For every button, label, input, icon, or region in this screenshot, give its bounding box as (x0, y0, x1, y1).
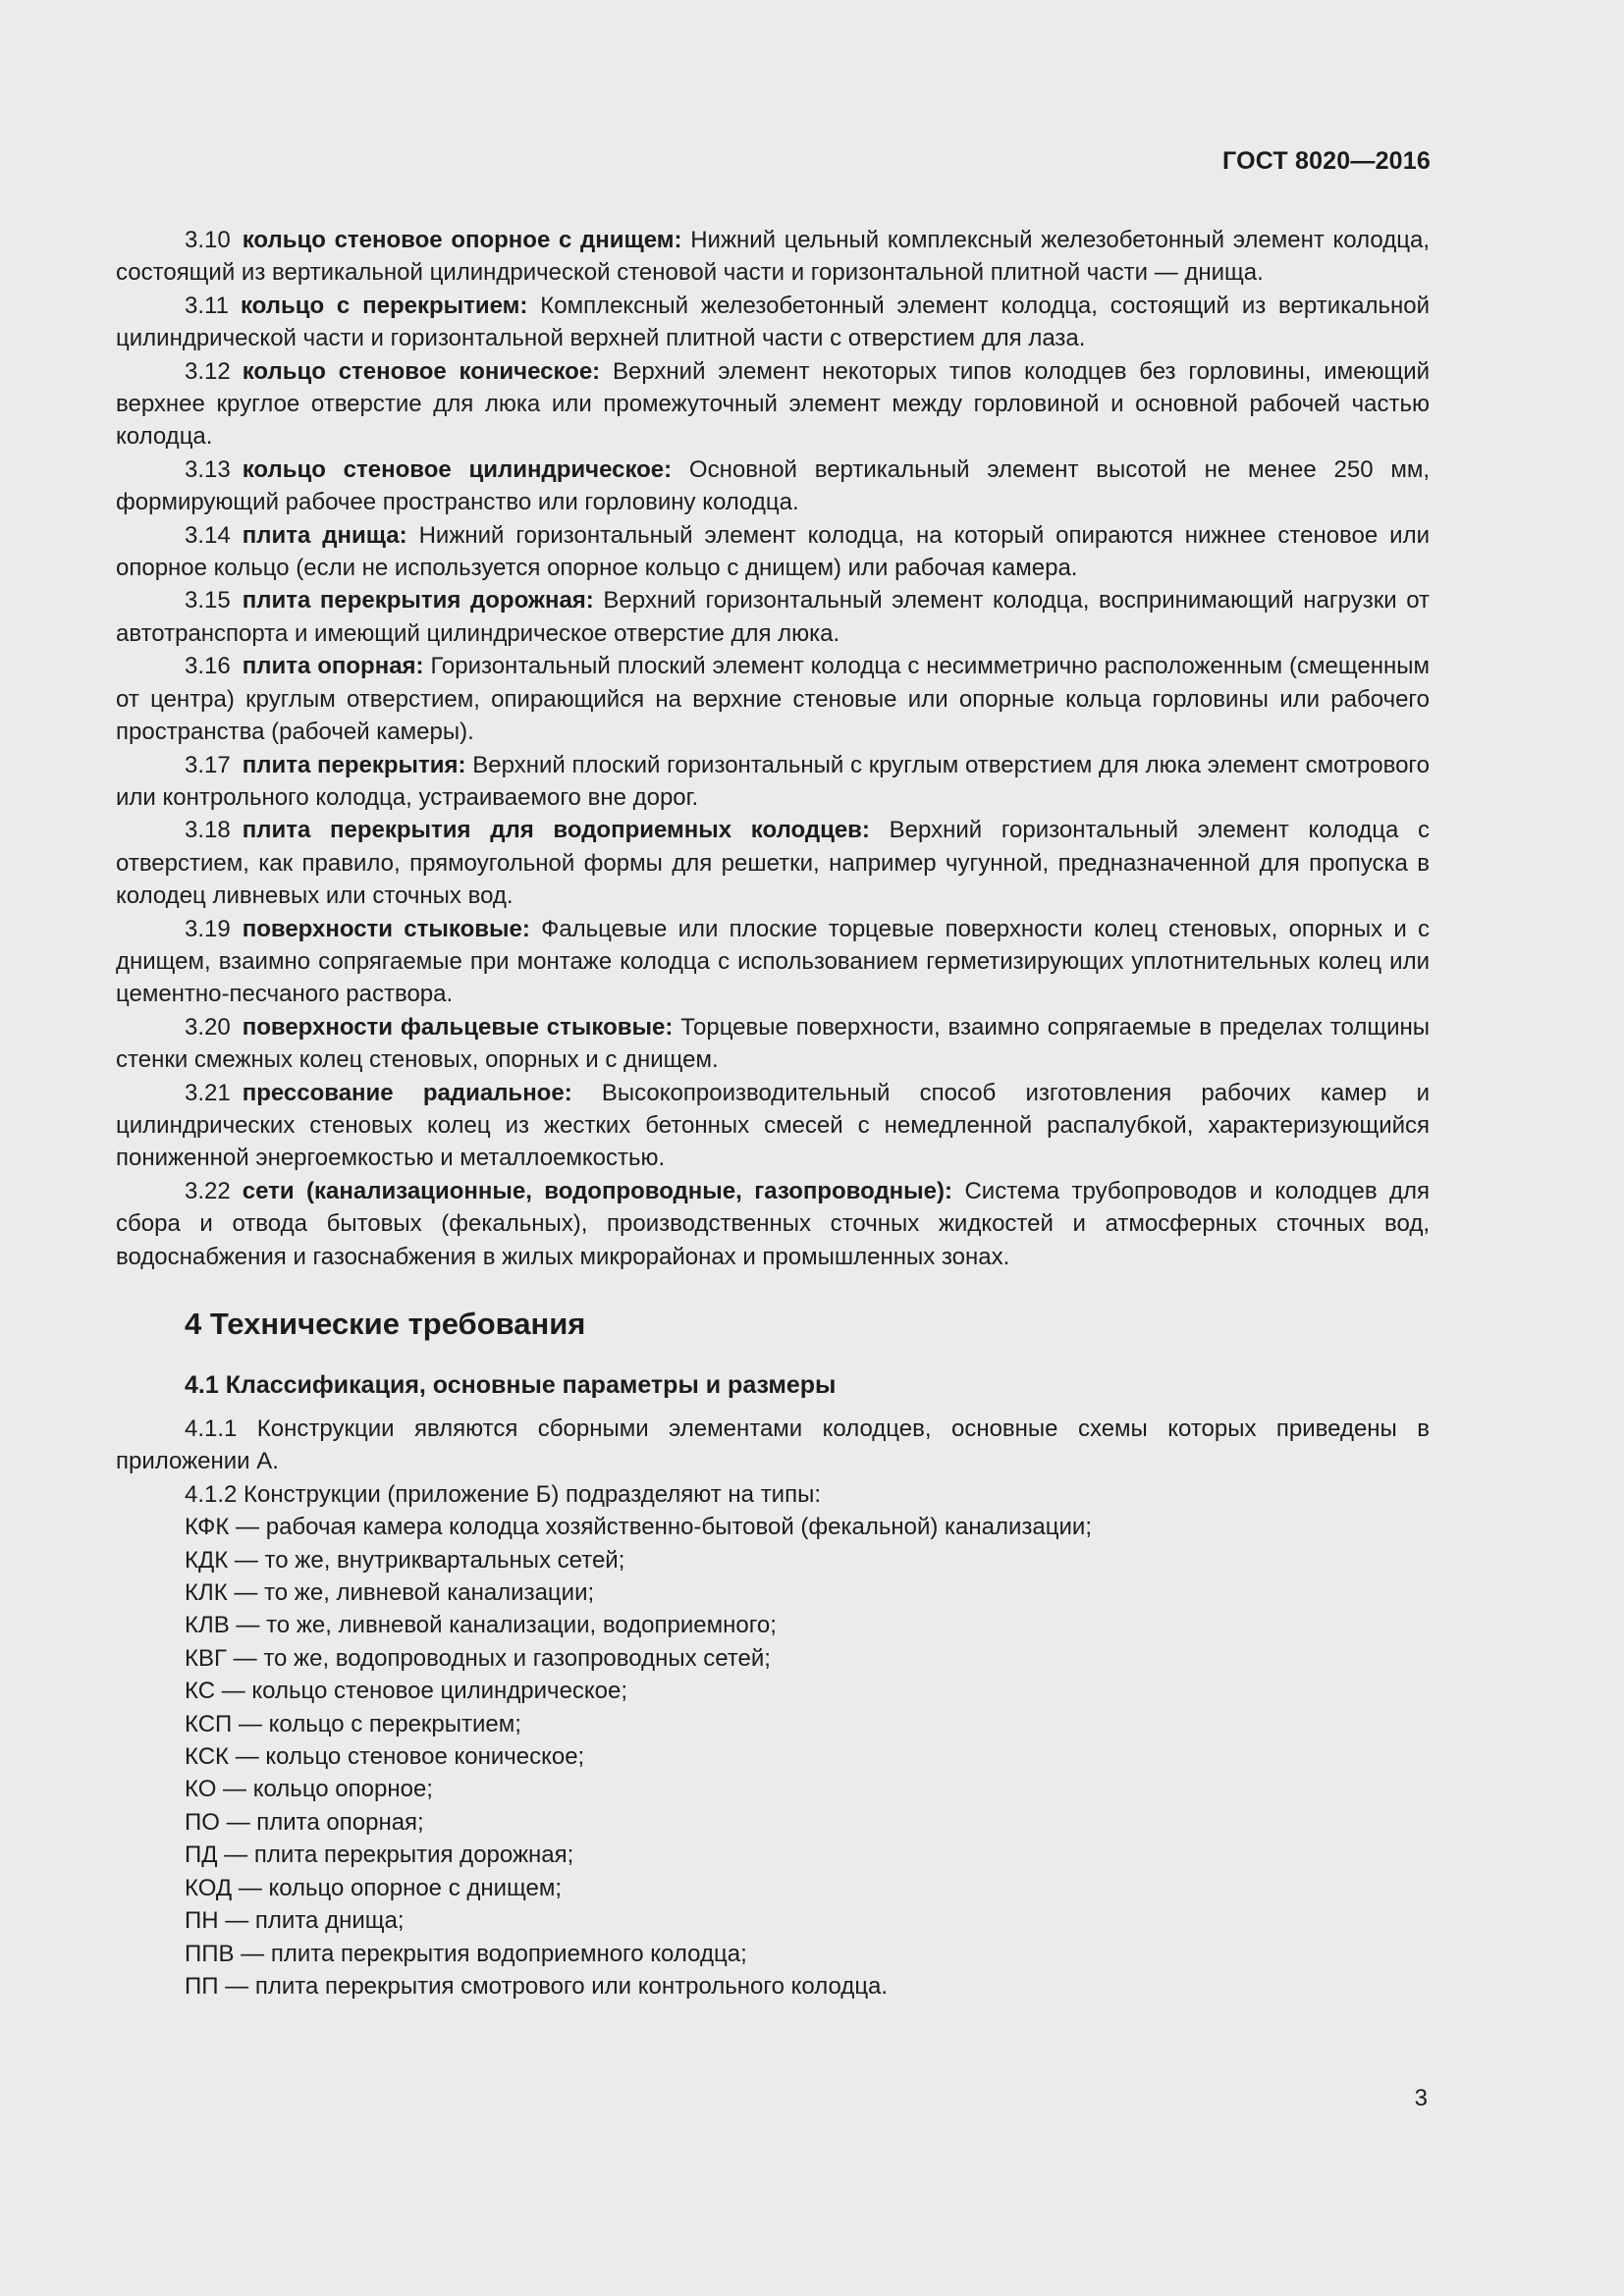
definition-text: Торцевые поверхности, взаимно сопрягаемые в пределах толщины стенки смежных колец стеновых, опорных и с днищем. (116, 1013, 1430, 1074)
type-item: КВГ — то же, водопроводных и газопроводных сетей; (185, 1644, 771, 1672)
type-item: КЛК — то же, ливневой канализации; (185, 1579, 595, 1607)
type-item: ПО — плита опорная; (185, 1808, 424, 1836)
definition-3-18 (116, 814, 1430, 912)
definition-text: Высокопроизводительный способ изготовления рабочих камер и цилиндрических стеновых колец из жестких бетонных смесей с немедленной распалубкой, характеризующийся пониженной энергоемкостью и металлоемкостью. (116, 1079, 1430, 1172)
definition-term: кольцо стеновое коническое: (242, 357, 601, 385)
type-item: ПП — плита перекрытия смотрового или контрольного колодца. (185, 1972, 889, 2000)
document-code: ГОСТ 8020—2016 (1222, 147, 1431, 175)
definition-number: 3.21 (185, 1079, 231, 1106)
definition-text: Верхний горизонтальный элемент колодца с отверстием, как правило, прямоугольной формы для решетки, например чугунной, предназначенной для пропуска в колодец ливневых или сточных вод. (116, 817, 1431, 910)
definition-number: 3.20 (185, 1013, 231, 1041)
definition-3-19 (116, 913, 1430, 1011)
definition-3-16 (116, 650, 1430, 748)
type-item: КЛВ — то же, ливневой канализации, водоприемного; (185, 1612, 777, 1639)
definition-term: поверхности фальцевые стыковые: (242, 1013, 674, 1041)
definition-term: кольцо с перекрытием: (240, 292, 528, 319)
definition-text: Нижний горизонтальный элемент колодца, на который опираются нижнее стеновое или опорное кольцо (если не используется опорное кольцо с днищем) или рабочая камера. (116, 521, 1430, 582)
subsection-heading: 4.1 Классификация, основные параметры и размеры (185, 1371, 837, 1399)
definition-3-12 (116, 355, 1430, 454)
definition-text: Горизонтальный плоский элемент колодца с несимметрично расположенным (смещенным от центра) круглым отверстием, опирающийся на верхние стеновые или опорные кольца горловины или рабочего пространства (рабочей камеры). (116, 653, 1430, 746)
type-item: ПД — плита перекрытия дорожная; (185, 1842, 574, 1869)
type-item: КСП — кольцо с перекрытием; (185, 1710, 521, 1737)
definition-3-10 (116, 224, 1430, 290)
clause-4-1-2: 4.1.2 Конструкции (приложение Б) подразделяют на типы: (185, 1480, 821, 1508)
definition-term: плита перекрытия дорожная: (242, 587, 594, 614)
definition-number: 3.15 (185, 587, 231, 614)
type-item: КДК — то же, внутриквартальных сетей; (185, 1546, 625, 1574)
definition-3-21 (116, 1077, 1430, 1175)
definition-number: 3.19 (185, 915, 231, 942)
definition-number: 3.11 (185, 292, 229, 319)
definition-term: сети (канализационные, водопроводные, газопроводные): (242, 1177, 953, 1204)
type-item: ПН — плита днища; (185, 1907, 405, 1935)
definition-number: 3.18 (185, 817, 231, 844)
clause-4-1-1: 4.1.1 Конструкции являются сборными элементами колодцев, основные схемы которых приведены в приложении А. (116, 1415, 1430, 1475)
definition-3-13 (116, 454, 1430, 519)
definition-text: Комплексный железобетонный элемент колодца, состоящий из вертикальной цилиндрической части и горизонтальной верхней плитной части с отверстием для лаза. (116, 292, 1430, 352)
definition-number: 3.17 (185, 751, 231, 778)
type-item: КСК — кольцо стеновое коническое; (185, 1743, 585, 1771)
definition-number: 3.22 (185, 1177, 231, 1204)
type-item: КО — кольцо опорное; (185, 1776, 433, 1803)
definition-text: Верхний горизонтальный элемент колодца, воспринимающий нагрузки от автотранспорта и имеющий цилиндрическое отверстие для люка. (116, 587, 1431, 647)
definition-text: Основной вертикальный элемент высотой не менее 250 мм, формирующий рабочее пространство или горловину колодца. (116, 455, 1431, 516)
definition-term: плита днища: (242, 521, 407, 549)
definition-term: прессование радиальное: (242, 1079, 572, 1106)
definition-term: кольцо стеновое опорное с днищем: (242, 227, 682, 253)
definition-term: поверхности стыковые: (242, 915, 530, 942)
definition-term: плита перекрытия для водоприемных колодцев: (242, 817, 870, 844)
definition-text: Нижний цельный комплексный железобетонный элемент колодца, состоящий из вертикальной цилиндрической стеновой части и горизонтальной плитной части — днища. (116, 227, 1430, 287)
type-item: КФК — рабочая камера колодца хозяйственно-бытовой (фекальной) канализации; (185, 1514, 1092, 1541)
definition-number: 3.16 (185, 653, 231, 680)
definition-text: Верхний элемент некоторых типов колодцев без горловины, имеющий верхнее круглое отверстие для люка или промежуточный элемент между горловиной и основной рабочей частью колодца. (116, 357, 1431, 451)
definition-3-20 (116, 1011, 1430, 1077)
definition-3-17 (116, 749, 1430, 815)
definition-3-15 (116, 584, 1430, 650)
definition-text: Система трубопроводов и колодцев для сбора и отвода бытовых (фекальных), производственных сточных жидкостей и атмосферных сточных вод, водоснабжения и газоснабжения в жилых микрорайонах и промышленных зонах. (116, 1177, 1431, 1270)
type-item: КОД — кольцо опорное с днищем; (185, 1874, 563, 1901)
definition-term: кольцо стеновое цилиндрическое: (242, 455, 673, 483)
type-item: КС — кольцо стеновое цилиндрическое; (185, 1678, 628, 1705)
page-number: 3 (1414, 2085, 1428, 2111)
type-item: ППВ — плита перекрытия водоприемного колодца; (185, 1940, 747, 1967)
section-heading: 4 Технические требования (185, 1307, 586, 1341)
document-body (116, 224, 1430, 2002)
definition-term: плита опорная: (242, 653, 424, 680)
definition-3-14 (116, 519, 1430, 585)
definition-number: 3.10 (185, 227, 231, 253)
definition-3-11 (116, 290, 1430, 355)
definition-number: 3.12 (185, 357, 231, 385)
definition-number: 3.14 (185, 521, 231, 549)
definition-number: 3.13 (185, 455, 231, 483)
definition-term: плита перекрытия: (242, 751, 466, 778)
definition-3-22 (116, 1175, 1430, 1273)
definition-text: Верхний плоский горизонтальный с круглым отверстием для люка элемент смотрового или контрольного колодца, устраиваемого вне дорог. (116, 751, 1431, 811)
definition-text: Фальцевые или плоские торцевые поверхности колец стеновых, опорных и с днищем, взаимно сопрягаемые при монтаже колодца с использованием герметизирующих уплотнительных колец или цементно-песчаного раствора. (116, 915, 1430, 1008)
